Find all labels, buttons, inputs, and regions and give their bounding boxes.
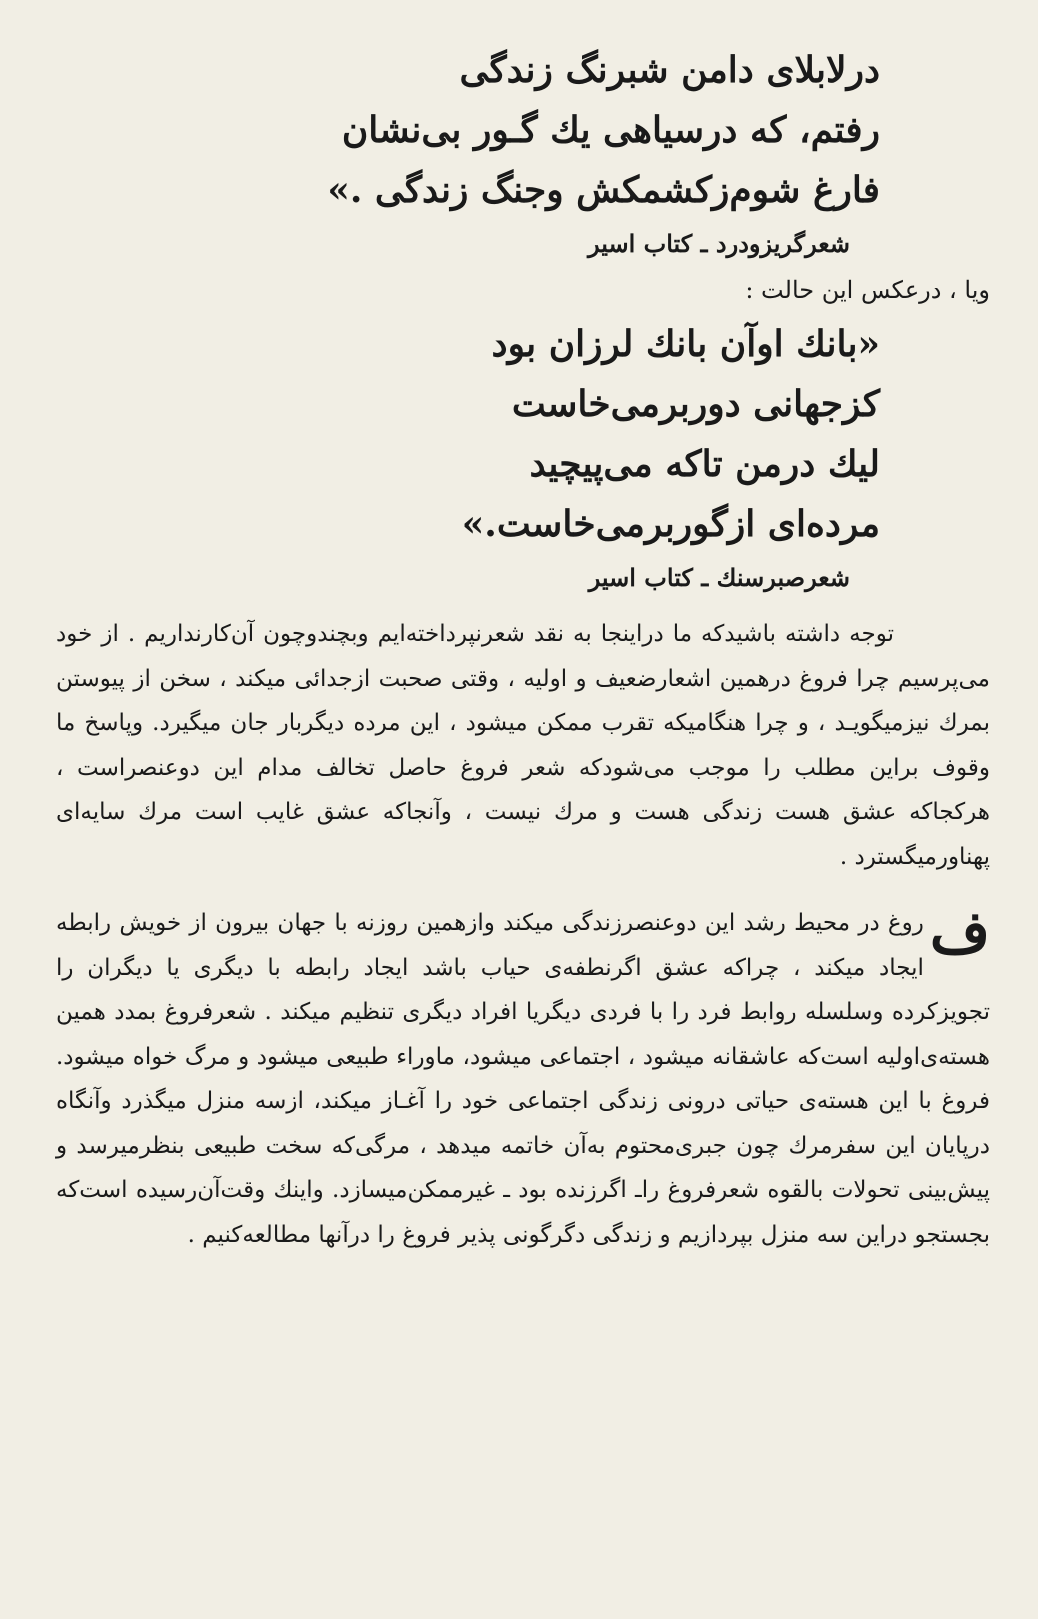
poem-citation-2: شعرصبرسنك ـ کتاب اسیر <box>588 563 850 592</box>
poem-line: درلابلای دامن شبرنگ زندگی <box>459 49 880 91</box>
poem-citation-1: شعرگریزودرد ـ کتاب اسیر <box>587 229 850 258</box>
poem-line: «بانك اوآن بانك لرزان بود <box>491 323 880 365</box>
intro-line: ویا ، درعکس این حالت : <box>745 276 990 304</box>
drop-cap: ف <box>929 898 990 966</box>
poem-line: فارغ شوم‌زکشمکش وجنگ زندگی .» <box>327 169 880 211</box>
poem-line: کزجهانی دوربرمی‌خاست <box>511 383 880 425</box>
poem-block-2 <box>56 314 990 554</box>
poem-block-1 <box>56 40 990 220</box>
body-paragraph-2-text: روغ در محیط رشد این دوعنصرزندگی میکند وازهمین روزنه با جهان بیرون از خویش رابطه ایجاد میکند ، چراکه عشق اگرنطفه‌ی حیاب باشد ایجاد رابطه با دیگری یا دیگران را تجویزکرده وسلسله روابط فرد را با فردی دیگریا افراد دیگری تنظیم میکند . شعرفروغ بمدد همین هسته‌ی‌اولیه است‌که عاشقانه میشود ، اجتماعی میشود، ماوراء طبیعی میشود و مرگ خواه میشود. فروغ با این هسته‌ی حیاتی درونی زندگی اجتماعی خود را آغـاز میکند، ازسه منزل میگذرد وآنگاه درپایان این سفرمرك چون جبری‌محتوم به‌آن خاتمه میدهد ، مرگی‌که سخت طبیعی بنظرمیرسد و پیش‌بینی تحولات بالقوه شعرفروغ راـ اگرزنده بود ـ غیرممکن‌میسازد. واینك وقت‌آن‌رسیده است‌که بجستجو دراین سه منزل بپردازیم و زندگی دگرگونی پذیر فروغ را درآنها مطالعه‌کنیم . <box>56 910 990 1248</box>
poem-line: رفتم، که درسیاهی یك گـور بی‌نشان <box>341 109 880 151</box>
body-paragraph-1: توجه داشته باشیدکه ما دراینجا به نقد شعرنپرداخته‌ایم وبچندوچون آن‌کارنداریم . از خود می‌پرسیم چرا فروغ درهمین اشعارضعیف و اولیه ، وقتی صحبت ازجدائی میکند ، سخن از پیوستن بمرك نیزمیگویـد ، و چرا هنگامیکه تقرب ممکن میشود ، این مرده دیگربار جان میگیرد. وپاسخ ما وقوف براین مطلب را موجب می‌شودکه شعر فروغ حاصل تخالف مدام این دوعنصراست ، هرکجاکه عشق هست زندگی هست و مرك نیست ، وآنجاکه عشق غایب است مرك سایه‌ای پهناورمیگسترد . <box>56 621 990 870</box>
poem-line: مرده‌ای ازگوربرمی‌خاست.» <box>461 503 880 545</box>
poem-line: لیك درمن تاکه می‌پیچید <box>529 443 880 485</box>
body-paragraph-2 <box>56 898 990 1257</box>
